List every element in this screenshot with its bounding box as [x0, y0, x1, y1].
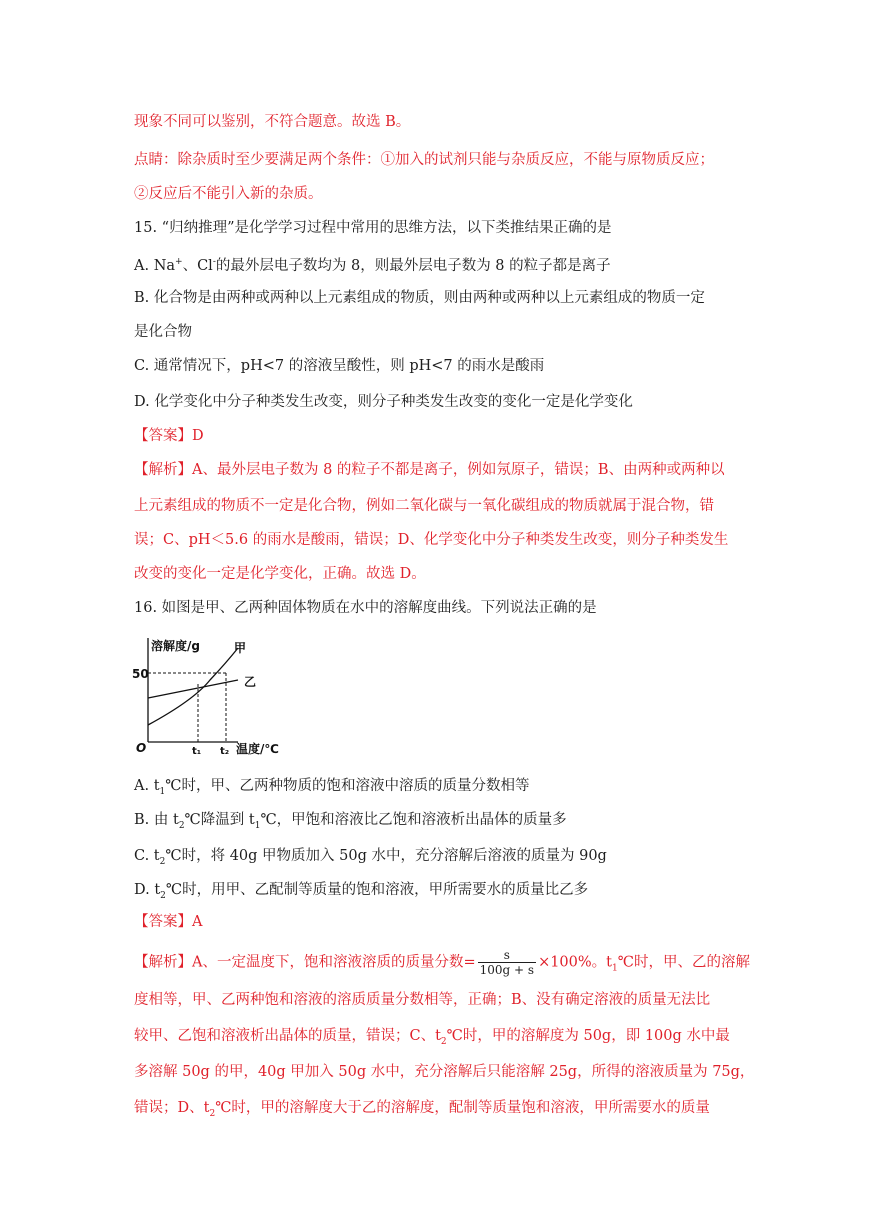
y-tick-50: 50	[132, 667, 149, 681]
q15-option-b-cont: 是化合物	[134, 324, 192, 340]
explanation-line: 现象不同可以鉴别，不符合题意。故选 B。	[134, 114, 411, 130]
t2-tick: t₂	[220, 746, 230, 757]
tip-line: ②反应后不能引入新的杂质。	[134, 186, 323, 202]
q15-option-d: D. 化学变化中分子种类发生改变，则分子种类发生改变的变化一定是化学变化	[134, 394, 633, 410]
curve-jia	[148, 648, 238, 725]
q15-answer: 【答案】D	[134, 428, 204, 444]
x-axis-label: 温度/℃	[236, 742, 279, 756]
t1-tick: t₁	[192, 746, 202, 757]
curve-jia-label: 甲	[234, 641, 247, 655]
mass-fraction-formula: $\frac{s}{100g + s}$	[479, 948, 535, 977]
q16-explanation: 错误；D、$t_2℃$时，甲的溶解度大于乙的溶解度，配制等质量饱和溶液，甲所需要水的质量	[134, 1100, 710, 1119]
q15-option-c: C. 通常情况下，pH<7 的溶液呈酸性，则 pH<7 的雨水是酸雨	[134, 358, 545, 374]
y-axis-label: 溶解度/g	[151, 639, 200, 653]
q15-explanation: 【解析】A、最外层电子数为 8 的粒子不都是离子，例如氖原子，错误；B、由两种或两种以	[134, 462, 725, 478]
question-16-stem: 16. 如图是甲、乙两种固体物质在水中的溶解度曲线。下列说法正确的是	[134, 600, 597, 616]
question-15-stem: 15. “归纳推理”是化学学习过程中常用的思维方法，以下类推结果正确的是	[134, 220, 612, 236]
q16-explanation: 度相等，甲、乙两种饱和溶液的溶质质量分数相等，正确；B、没有确定溶液的质量无法比	[134, 992, 711, 1008]
q16-answer: 【答案】A	[134, 914, 203, 930]
tip-line: 点睛：除杂质时至少要满足两个条件：①加入的试剂只能与杂质反应，不能与原物质反应；	[134, 152, 714, 168]
q15-explanation: 误；C、pH＜5.6 的雨水是酸雨，错误；D、化学变化中分子种类发生改变，则分子种类发生	[134, 532, 729, 548]
solubility-curve-graph	[134, 628, 294, 756]
curve-yi	[148, 680, 238, 698]
q16-option-b: B. 由 $t_2℃$降温到 $t_1℃$，甲饱和溶液比乙饱和溶液析出晶体的质量多	[134, 812, 567, 831]
q15-explanation: 改变的变化一定是化学变化，正确。故选 D。	[134, 566, 426, 582]
q16-option-d: D. $t_2℃$时，用甲、乙配制等质量的饱和溶液，甲所需要水的质量比乙多	[134, 882, 589, 901]
q16-explanation: 【解析】A、一定温度下，饱和溶液溶质的质量分数= $\frac{s}{100g + s}$ ×100%。$t_1℃$时，甲、乙的溶解	[134, 948, 750, 977]
q15-explanation: 上元素组成的物质不一定是化合物，例如二氧化碳与一氧化碳组成的物质就属于混合物，错	[134, 498, 714, 514]
q16-explanation: 多溶解 50g 的甲，40g 甲加入 50g 水中，充分溶解后只能溶解 25g，所得的溶液质量为 75g，	[134, 1064, 755, 1080]
q15-option-b: B. 化合物是由两种或两种以上元素组成的物质，则由两种或两种以上元素组成的物质一定	[134, 290, 705, 306]
q16-option-a: A. $t_1℃$时，甲、乙两种物质的饱和溶液中溶质的质量分数相等	[134, 778, 530, 797]
q16-option-c: C. $t_2℃$时，将 40g 甲物质加入 50g 水中，充分溶解后溶液的质量为 90g	[134, 848, 607, 867]
curve-yi-label: 乙	[244, 675, 257, 689]
q15-option-a: A. Na+、Cl-的最外层电子数均为 8，则最外层电子数为 8 的粒子都是离子	[134, 257, 611, 274]
q16-explanation: 较甲、乙饱和溶液析出晶体的质量，错误；C、$t_2℃$时，甲的溶解度为 50g，即 100g 水中最	[134, 1028, 730, 1047]
origin-label: O	[136, 741, 147, 755]
